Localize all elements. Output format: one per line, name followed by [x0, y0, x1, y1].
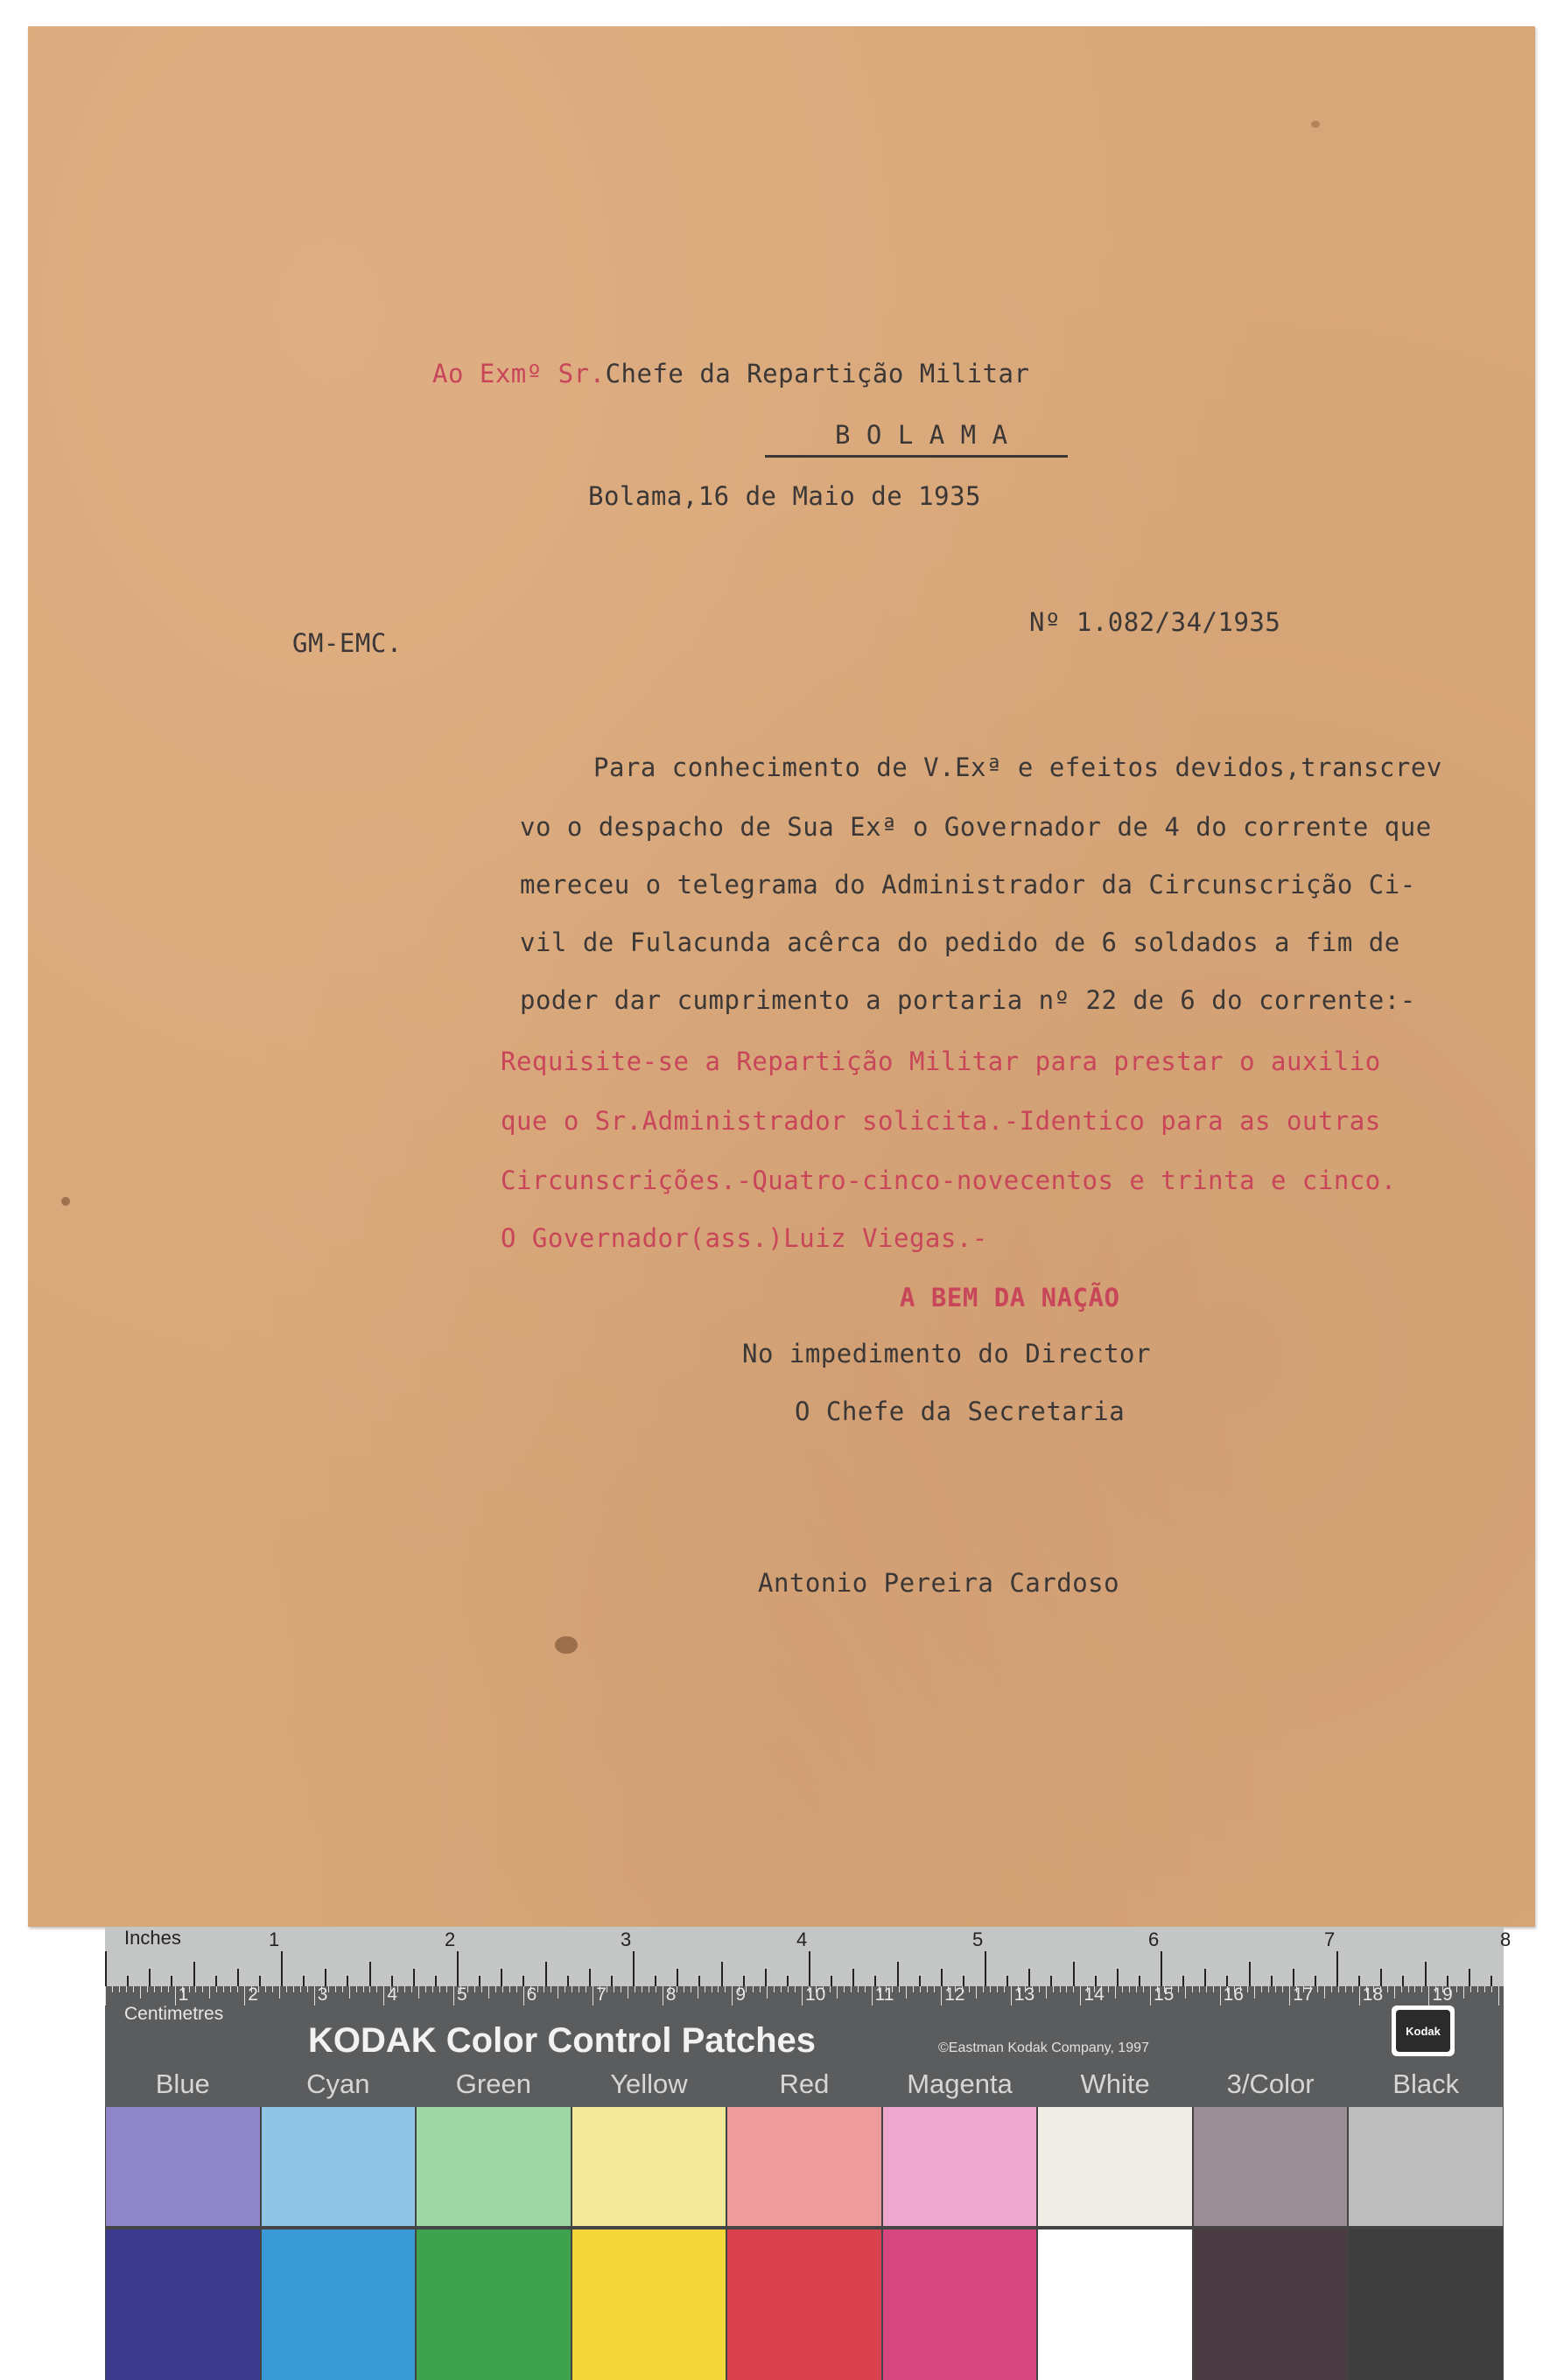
color-patch-dark — [572, 2230, 726, 2380]
inch-tick — [193, 1962, 195, 1986]
inch-tick — [523, 1976, 524, 1986]
cm-tick — [1129, 1986, 1130, 1992]
cm-tick — [788, 1986, 789, 1992]
inch-tick — [1380, 1969, 1382, 1986]
cm-tick — [732, 1986, 733, 2006]
color-patch-dark — [1038, 2230, 1192, 2380]
color-patch-light — [262, 2107, 416, 2226]
inch-tick — [259, 1976, 261, 1986]
inch-tick — [1161, 1951, 1162, 1986]
cm-tick — [1414, 1986, 1415, 1992]
cm-tick — [1401, 1986, 1402, 1992]
cm-number: 16 — [1223, 1984, 1244, 2005]
cm-tick — [1484, 1986, 1485, 1992]
patch-label: Red — [779, 2068, 830, 2099]
addressee-line — [432, 359, 1029, 388]
inch-tick — [1490, 1976, 1492, 1986]
cm-tick — [1498, 1986, 1499, 2006]
inch-tick — [1336, 1951, 1338, 1986]
cm-tick — [314, 1986, 315, 2006]
inch-tick — [105, 1951, 107, 1986]
cm-number: 12 — [944, 1984, 965, 2005]
cm-tick — [258, 1986, 259, 1992]
cm-tick — [760, 1986, 761, 1992]
cm-tick — [872, 1986, 873, 2006]
inch-number: 6 — [1148, 1928, 1160, 1950]
cm-tick — [1289, 1986, 1290, 2006]
cm-number: 11 — [874, 1984, 894, 2005]
cm-tick — [119, 1986, 120, 1992]
cm-tick — [1275, 1986, 1276, 1992]
dispatch-line-1: Requisite-se a Repartição Militar para prestar o auxilio — [501, 1046, 1381, 1076]
title-bar — [105, 1986, 1504, 2107]
inch-number: 7 — [1324, 1928, 1336, 1950]
inch-tick — [1028, 1969, 1030, 1986]
cm-tick — [969, 1986, 970, 1992]
cm-tick — [941, 1986, 942, 2006]
dispatch-line-4: O Governador(ass.)Luiz Viegas.- — [501, 1223, 988, 1253]
patch-label: Blue — [155, 2068, 210, 2099]
cm-tick — [830, 1986, 831, 1992]
body-line-3: mereceu o telegrama do Administrador da Circunscrição Ci- — [520, 870, 1416, 900]
inch-tick — [852, 1969, 854, 1986]
cm-number: 19 — [1432, 1984, 1453, 2005]
inch-tick — [1293, 1969, 1294, 1986]
cm-tick — [1352, 1986, 1353, 1992]
cm-tick — [1136, 1986, 1137, 1992]
inch-tick — [1139, 1976, 1140, 1986]
cm-tick — [1261, 1986, 1262, 1992]
inch-tick — [1073, 1962, 1075, 1986]
cm-tick — [1254, 1986, 1255, 1998]
inch-tick — [919, 1976, 921, 1986]
inch-tick — [1182, 1976, 1184, 1986]
cm-tick — [997, 1986, 998, 1992]
inch-tick — [281, 1951, 283, 1986]
paper-spot — [61, 1197, 70, 1206]
cm-tick — [746, 1986, 747, 1992]
cm-tick — [335, 1986, 336, 1992]
cm-tick — [1213, 1986, 1214, 1992]
cm-tick — [906, 1986, 907, 1998]
cm-tick — [1345, 1986, 1346, 1992]
cm-tick — [495, 1986, 496, 1992]
inch-tick — [1249, 1962, 1251, 1986]
cm-tick — [913, 1986, 914, 1992]
inch-tick — [1050, 1976, 1052, 1986]
cm-tick — [1199, 1986, 1200, 1992]
color-patch-dark — [1194, 2230, 1348, 2380]
inch-tick — [655, 1976, 656, 1986]
cm-number: 8 — [665, 1984, 677, 2005]
cm-tick — [1282, 1986, 1283, 1992]
cm-tick — [1192, 1986, 1193, 1992]
cm-tick — [1150, 1986, 1151, 2006]
kodak-color-target — [105, 1927, 1511, 2380]
cm-number: 2 — [248, 1984, 258, 2005]
inch-number: 3 — [621, 1928, 632, 1950]
cm-tick — [537, 1986, 538, 1992]
addressee-prefix: Ao Exmº Sr. — [432, 359, 606, 388]
copyright-note: ©Eastman Kodak Company, 1997 — [938, 2040, 1149, 2055]
cm-tick — [202, 1986, 203, 1992]
patch-label: Green — [455, 2068, 531, 2099]
cm-tick — [230, 1986, 231, 1992]
cm-tick — [1220, 1986, 1221, 2006]
cm-tick — [1491, 1986, 1492, 1992]
cm-number: 14 — [1084, 1984, 1105, 2005]
color-patch-light — [883, 2107, 1037, 2226]
cm-tick — [1039, 1986, 1040, 1992]
cm-tick — [990, 1986, 991, 1992]
inch-tick — [369, 1962, 371, 1986]
inch-tick — [589, 1969, 591, 1986]
cm-tick — [105, 1986, 106, 2006]
paper-spot — [1311, 121, 1320, 128]
ruler-strip — [105, 1927, 1511, 1987]
patch-label: Magenta — [907, 2068, 1013, 2099]
color-patch-light — [106, 2107, 260, 2226]
inch-tick — [1315, 1976, 1316, 1986]
kodak-logo — [1392, 2006, 1455, 2056]
cm-tick — [983, 1986, 984, 1992]
cm-tick — [161, 1986, 162, 1992]
cm-tick — [1317, 1986, 1318, 1992]
inch-tick — [325, 1969, 326, 1986]
cm-tick — [237, 1986, 238, 1992]
inch-number: 4 — [796, 1928, 808, 1950]
inch-tick — [897, 1962, 899, 1986]
color-patch-dark — [727, 2230, 881, 2380]
cm-tick — [216, 1986, 217, 1992]
cm-number: 9 — [735, 1984, 747, 2005]
signature-line-2: O Chefe da Secretaria — [795, 1396, 1126, 1426]
patch-label: White — [1080, 2068, 1150, 2099]
addressee-rest: Chefe da Repartição Militar — [605, 359, 1030, 388]
cm-tick — [753, 1986, 754, 1992]
inch-tick — [985, 1951, 986, 1986]
cm-tick — [1115, 1986, 1116, 1998]
patch-labels — [105, 2068, 1504, 2104]
cm-tick — [349, 1986, 350, 1998]
inch-tick — [809, 1951, 810, 1986]
cm-tick — [920, 1986, 921, 1992]
cm-tick — [1060, 1986, 1061, 1992]
patch-label: Black — [1392, 2068, 1460, 2099]
inch-tick — [413, 1969, 415, 1986]
cm-tick — [1247, 1986, 1248, 1992]
inch-tick — [677, 1969, 678, 1986]
dispatch-line-3: Circunscrições.-Quatro-cinco-novecentos e trinta e cinco. — [501, 1166, 1397, 1195]
inch-tick — [171, 1976, 172, 1986]
body-line-1: Para conhecimento de V.Exª e efeitos devidos,transcrev — [593, 752, 1442, 782]
signature-line-1: No impedimento do Director — [742, 1339, 1151, 1368]
inch-tick — [457, 1951, 459, 1986]
cm-tick — [488, 1986, 489, 1998]
cm-tick — [244, 1986, 245, 2006]
cm-tick — [411, 1986, 412, 1992]
body-line-5: poder dar cumprimento a portaria nº 22 de 6 do corrente:- — [520, 985, 1416, 1015]
cm-tick — [502, 1986, 503, 1992]
inch-tick — [149, 1969, 151, 1986]
cm-tick — [453, 1986, 454, 2006]
patch-label: 3/Color — [1226, 2068, 1315, 2099]
color-patch-light — [727, 2107, 881, 2226]
kodak-logo-text: Kodak — [1406, 2024, 1441, 2038]
cm-tick — [1324, 1986, 1325, 1998]
inch-tick — [1425, 1962, 1427, 1986]
cm-tick — [844, 1986, 845, 1992]
signatory-name: Antonio Pereira Cardoso — [758, 1568, 1120, 1598]
cm-tick — [795, 1986, 796, 1992]
inch-number: 5 — [972, 1928, 984, 1950]
cm-tick — [439, 1986, 440, 1992]
inches-label: Inches — [124, 1927, 181, 1949]
cm-tick — [383, 1986, 384, 2006]
cm-tick — [126, 1986, 127, 1992]
inch-tick — [1006, 1976, 1008, 1986]
cm-tick — [865, 1986, 866, 1992]
cm-tick — [509, 1986, 510, 1992]
cm-tick — [1331, 1986, 1332, 1992]
cm-tick — [342, 1986, 343, 1992]
inch-tick — [1117, 1969, 1119, 1986]
cm-tick — [1122, 1986, 1123, 1992]
target-title: KODAK Color Control Patches — [308, 2021, 817, 2060]
cm-tick — [376, 1986, 377, 1992]
cm-tick — [1073, 1986, 1074, 1992]
inch-tick — [303, 1976, 305, 1986]
cm-tick — [1477, 1986, 1478, 1992]
cm-number: 15 — [1154, 1984, 1175, 2005]
cm-number: 1 — [178, 1984, 189, 2005]
cm-tick — [1046, 1986, 1047, 1998]
inch-tick — [545, 1962, 547, 1986]
cm-tick — [223, 1986, 224, 1992]
cm-tick — [802, 1986, 803, 2006]
inch-tick — [698, 1976, 700, 1986]
cm-tick — [1428, 1986, 1429, 2006]
cm-tick — [279, 1986, 280, 1998]
cm-tick — [272, 1986, 273, 1992]
inch-number: 8 — [1500, 1928, 1511, 1950]
cm-tick — [1394, 1986, 1395, 1998]
body-line-2: vo o despacho de Sua Exª o Governador de 4 do corrente que — [520, 812, 1432, 842]
cm-tick — [1206, 1986, 1207, 1992]
cm-tick — [851, 1986, 852, 1992]
patch-label: Yellow — [610, 2068, 688, 2099]
cm-tick — [899, 1986, 900, 1992]
color-patches — [105, 2107, 1504, 2380]
inch-tick — [215, 1976, 217, 1986]
inch-tick — [633, 1951, 635, 1986]
cm-number: 4 — [387, 1984, 398, 2005]
cm-number: 10 — [805, 1984, 826, 2005]
cm-tick — [369, 1986, 370, 1992]
color-patch-dark — [1349, 2230, 1503, 2380]
color-patch-dark — [262, 2230, 416, 2380]
cm-tick — [328, 1986, 329, 1992]
cm-tick — [1470, 1986, 1471, 1992]
color-patch-light — [417, 2107, 571, 2226]
document-number: Nº 1.082/34/1935 — [1029, 607, 1281, 637]
cm-tick — [1408, 1986, 1409, 1992]
cm-tick — [1387, 1986, 1388, 1992]
inch-tick — [611, 1976, 613, 1986]
cm-tick — [1463, 1986, 1464, 1998]
inch-tick — [501, 1969, 502, 1986]
city-underline — [765, 455, 1068, 458]
color-patch-dark — [883, 2230, 1037, 2380]
cm-tick — [1359, 1986, 1360, 2006]
color-patch-light — [1349, 2107, 1503, 2226]
cm-tick — [1080, 1986, 1081, 2006]
cm-number: 17 — [1293, 1984, 1314, 2005]
cm-tick — [418, 1986, 419, 1998]
color-patch-light — [572, 2107, 726, 2226]
inch-tick — [765, 1969, 767, 1986]
dispatch-line-2: que o Sr.Administrador solicita.-Identico para as outras — [501, 1106, 1381, 1136]
cm-tick — [1053, 1986, 1054, 1992]
inch-tick — [1358, 1976, 1360, 1986]
cm-tick — [474, 1986, 475, 1992]
cm-tick — [209, 1986, 210, 1998]
cm-tick — [523, 1986, 524, 2006]
cm-tick — [1108, 1986, 1109, 1992]
cm-tick — [481, 1986, 482, 1992]
cm-tick — [404, 1986, 405, 1992]
cm-tick — [293, 1986, 294, 1992]
document-page — [28, 26, 1535, 1927]
cm-tick — [1456, 1986, 1457, 1992]
cm-tick — [168, 1986, 169, 1992]
cm-tick — [1421, 1986, 1422, 1992]
cm-tick — [356, 1986, 357, 1992]
cm-tick — [363, 1986, 364, 1992]
inch-tick — [347, 1976, 348, 1986]
cm-tick — [1178, 1986, 1179, 1992]
cm-tick — [154, 1986, 155, 1992]
cm-tick — [432, 1986, 433, 1992]
cm-number: 3 — [317, 1984, 328, 2005]
cm-tick — [1338, 1986, 1339, 1992]
reference-code: GM-EMC. — [292, 628, 403, 658]
cm-tick — [1011, 1986, 1012, 2006]
cm-tick — [767, 1986, 768, 1998]
cm-tick — [1004, 1986, 1005, 1992]
cm-tick — [467, 1986, 468, 1992]
patch-label: Cyan — [306, 2068, 370, 2099]
cm-number: 18 — [1362, 1984, 1384, 2005]
cm-tick — [976, 1986, 977, 1998]
cm-tick — [927, 1986, 928, 1992]
cm-tick — [1066, 1986, 1067, 1992]
ink-smudge — [555, 1636, 578, 1654]
cm-number: 5 — [457, 1984, 467, 2005]
date-line: Bolama,16 de Maio de 1935 — [588, 481, 981, 511]
cm-tick — [781, 1986, 782, 1992]
cm-tick — [286, 1986, 287, 1992]
color-patch-dark — [106, 2230, 260, 2380]
cm-tick — [858, 1986, 859, 1992]
color-patch-dark — [417, 2230, 571, 2380]
inch-tick — [1402, 1976, 1404, 1986]
color-patch-light — [1194, 2107, 1348, 2226]
cm-tick — [725, 1986, 726, 1992]
inch-tick — [567, 1976, 569, 1986]
inch-tick — [1204, 1969, 1206, 1986]
centimetres-label: Centimetres — [124, 2004, 224, 2024]
cm-tick — [300, 1986, 301, 1992]
inch-tick — [831, 1976, 832, 1986]
inch-number: 1 — [269, 1928, 280, 1950]
cm-tick — [718, 1986, 719, 1992]
inch-tick — [127, 1976, 129, 1986]
cm-tick — [175, 1986, 176, 2006]
cm-tick — [934, 1986, 935, 1992]
cm-tick — [446, 1986, 447, 1992]
inch-tick — [787, 1976, 789, 1986]
body-line-4: vil de Fulacunda acêrca do pedido de 6 soldados a fim de — [520, 928, 1400, 957]
cm-tick — [1185, 1986, 1186, 1998]
cm-tick — [140, 1986, 141, 1998]
inch-number: 2 — [445, 1928, 456, 1950]
cm-tick — [837, 1986, 838, 1998]
inch-tick — [941, 1969, 943, 1986]
cm-tick — [147, 1986, 148, 1992]
cm-tick — [112, 1986, 113, 1992]
cm-tick — [265, 1986, 266, 1992]
cm-tick — [774, 1986, 775, 1992]
cm-tick — [425, 1986, 426, 1992]
closing-formula: A BEM DA NAÇÃO — [900, 1283, 1120, 1312]
inch-tick — [479, 1976, 480, 1986]
inch-tick — [237, 1969, 239, 1986]
cm-tick — [1143, 1986, 1144, 1992]
inch-tick — [1271, 1976, 1273, 1986]
cm-tick — [133, 1986, 134, 1992]
cm-number: 7 — [596, 1984, 607, 2005]
cm-tick — [516, 1986, 517, 1992]
cm-tick — [195, 1986, 196, 1992]
cm-number: 13 — [1013, 1984, 1035, 2005]
cm-tick — [307, 1986, 308, 1992]
color-patch-light — [1038, 2107, 1192, 2226]
inch-tick — [435, 1976, 437, 1986]
cm-tick — [1268, 1986, 1269, 1992]
inch-tick — [1469, 1969, 1470, 1986]
cm-number: 6 — [526, 1984, 537, 2005]
cm-tick — [397, 1986, 398, 1992]
inch-tick — [721, 1962, 723, 1986]
city-name: B O L A M A — [835, 420, 1008, 450]
cm-tick — [189, 1986, 190, 1992]
